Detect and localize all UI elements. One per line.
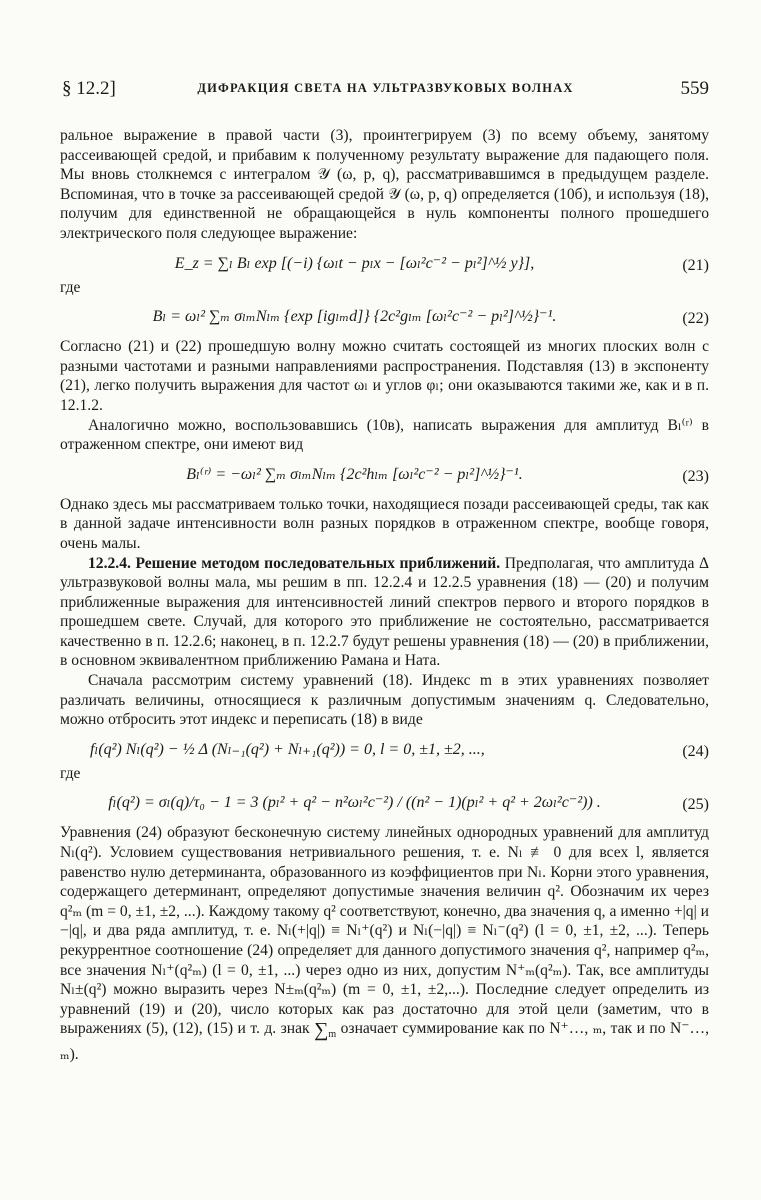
equation-22-number: (22)	[682, 310, 709, 328]
where-label-2: где	[60, 764, 81, 782]
paragraph-7	[60, 823, 709, 1064]
equation-23	[60, 455, 709, 495]
equation-24-formula: fₗ(q²) Nₗ(q²) − ½ Δ (Nₗ₋₁(q²) + Nₗ₊₁(q²)) = 0, l = 0, ±1, ±2, ...,	[90, 740, 485, 758]
subsection-heading: 12.2.4. Решение методом последовательных приближений.	[88, 554, 501, 572]
paragraph-4: Однако здесь мы рассматриваем только точки, находящиеся позади рассеивающей среды, так как в данной задаче интенсивности волн разных порядков в отраженном спектре, вообще говоря, очень малы.	[60, 495, 709, 552]
where-label-1: где	[60, 278, 81, 296]
equation-23-formula: Bₗ⁽ʳ⁾ = −ωₗ² ∑ₘ σₗₘNₗₘ {2c²hₗₘ [ωₗ²c⁻² − pₗ²]^½}⁻¹.	[186, 465, 523, 483]
running-header	[62, 78, 709, 106]
summation-sign: ∑	[314, 1019, 329, 1042]
paragraph-7-text: Уравнения (24) образуют бесконечную систему линейных однородных уравнений для амплитуд Nₗ(q²). Условием существования нетривиального решения, т. е. Nₗ ≢ 0 для всех l, является равенство нулю детерминанта, образованного из коэффициентов при Nₗ. Корни этого уравнения, содержащего детерминант, определяют допустимые значения величин q². Обозначим их через q²ₘ (m = 0, ±1, ±2, ...). Каждому такому q² соответствуют, конечно, два значения q, а именно +|q| и −|q|, и два ряда амплитуд, т. е. Nₗ(+|q|) ≡ Nₗ⁺(q²) и Nₗ(−|q|) ≡ Nₗ⁻(q²) (l = 0, ±1, ±2, ...). Теперь рекуррентное соотношение (24) определяет для данного допустимого значения q², например q²ₘ, все значения Nₗ⁺(q²ₘ) (l = 0, ±1, ...) через одно из них, допустим N⁺ₘ(q²ₘ). Так, все амплитуды Nₗ±(q²) можно выразить через N±ₘ(q²ₘ) (m = 0, ±1, ±2,...). Последние следует определить из уравнений (19) и (20), число которых как раз достаточно для этой цели (заметим, что в выражениях (5), (12), (15) и т. д. знак	[60, 824, 709, 1038]
equation-21-number: (21)	[682, 256, 709, 274]
equation-25	[60, 783, 709, 823]
equation-23-number: (23)	[682, 467, 709, 485]
paragraph-5	[60, 554, 709, 672]
chapter-title: ДИФРАКЦИЯ СВЕТА НА УЛЬТРАЗВУКОВЫХ ВОЛНАХ	[197, 81, 574, 95]
equation-21	[60, 244, 709, 284]
equation-22-formula: Bₗ = ωₗ² ∑ₘ σₗₘNₗₘ {exp [igₗₘd]} {2c²gₗₘ [ωₗ²c⁻² − pₗ²]^½}⁻¹.	[152, 308, 557, 326]
page-number: 559	[680, 78, 709, 99]
equation-21-formula: E_z = ∑ₗ Bₗ exp [(−i) {ωₗt − pₗx − [ωₗ²c⁻² − pₗ²]^½ y}],	[174, 254, 535, 272]
paragraph-5-text: Предполагая, что амплитуда Δ ультразвуковой волны мала, мы решим в пп. 12.2.4 и 12.2.5 уравнения (18) — (20) и получим приближенные выражения для интенсивностей линий спектров первого и второго порядков в прошедшем свете. Случай, для которого это приближение не состоятельно, рассматривается качественно в п. 12.2.6; наконец, в п. 12.2.7 будут решены уравнения (18) — (20) в приближении, в основном эквивалентном приближению Рамана и Ната.	[60, 554, 709, 670]
paragraph-1: ральное выражение в правой части (3), проинтегрируем (3) по всему объему, занятому рассеивающей средой, и прибавим к полученному результату выражение для падающего поля. Мы вновь столкнемся с интегралом 𝒴 (ω, p, q), рассматривавшимся в предыдущем разделе. Вспоминая, что в точке за рассеивающей средой 𝒴 (ω, p, q) определяется (10б), и используя (18), получим для единственной не обращающейся в нуль компоненты полного прошедшего электрического поля следующее выражение:	[60, 127, 709, 242]
summation-index: m	[328, 1029, 337, 1041]
paragraph-3: Аналогично можно, воспользовавшись (10в), написать выражения для амплитуд Bₗ⁽ʳ⁾ в отраженном спектре, они имеют вид	[60, 416, 709, 454]
equation-22	[60, 297, 709, 337]
equation-24	[60, 730, 709, 770]
section-marker: § 12.2]	[62, 78, 116, 99]
equation-25-number: (25)	[682, 796, 709, 814]
equation-24-number: (24)	[682, 742, 709, 760]
paragraph-2: Согласно (21) и (22) прошедшую волну можно считать состоящей из многих плоских волн с разными частотами и разными направлениями распространения. Подставляя (13) в экспоненту (21), легко получить выражения для частот ωₗ и углов φₗ; они оказываются такими же, как и в п. 12.1.2.	[60, 338, 709, 414]
page-body	[60, 126, 709, 1065]
paragraph-6: Сначала рассмотрим систему уравнений (18). Индекс m в этих уравнениях позволяет различать величины, относящиеся к различным допустимым значениям q. Следовательно, можно отбросить этот индекс и переписать (18) в виде	[60, 672, 709, 729]
paragraph-7-tail: означает суммирование как по N⁺…, ₘ, так и по N⁻…, ₘ).	[60, 1020, 709, 1064]
equation-25-formula: fₗ(q²) = σₗ(q)/τ₀ − 1 = 3 (pₗ² + q² − n²ωₗ²c⁻²) / ((n² − 1)(pₗ² + q² + 2ωₗ²c⁻²)) .	[108, 794, 601, 812]
